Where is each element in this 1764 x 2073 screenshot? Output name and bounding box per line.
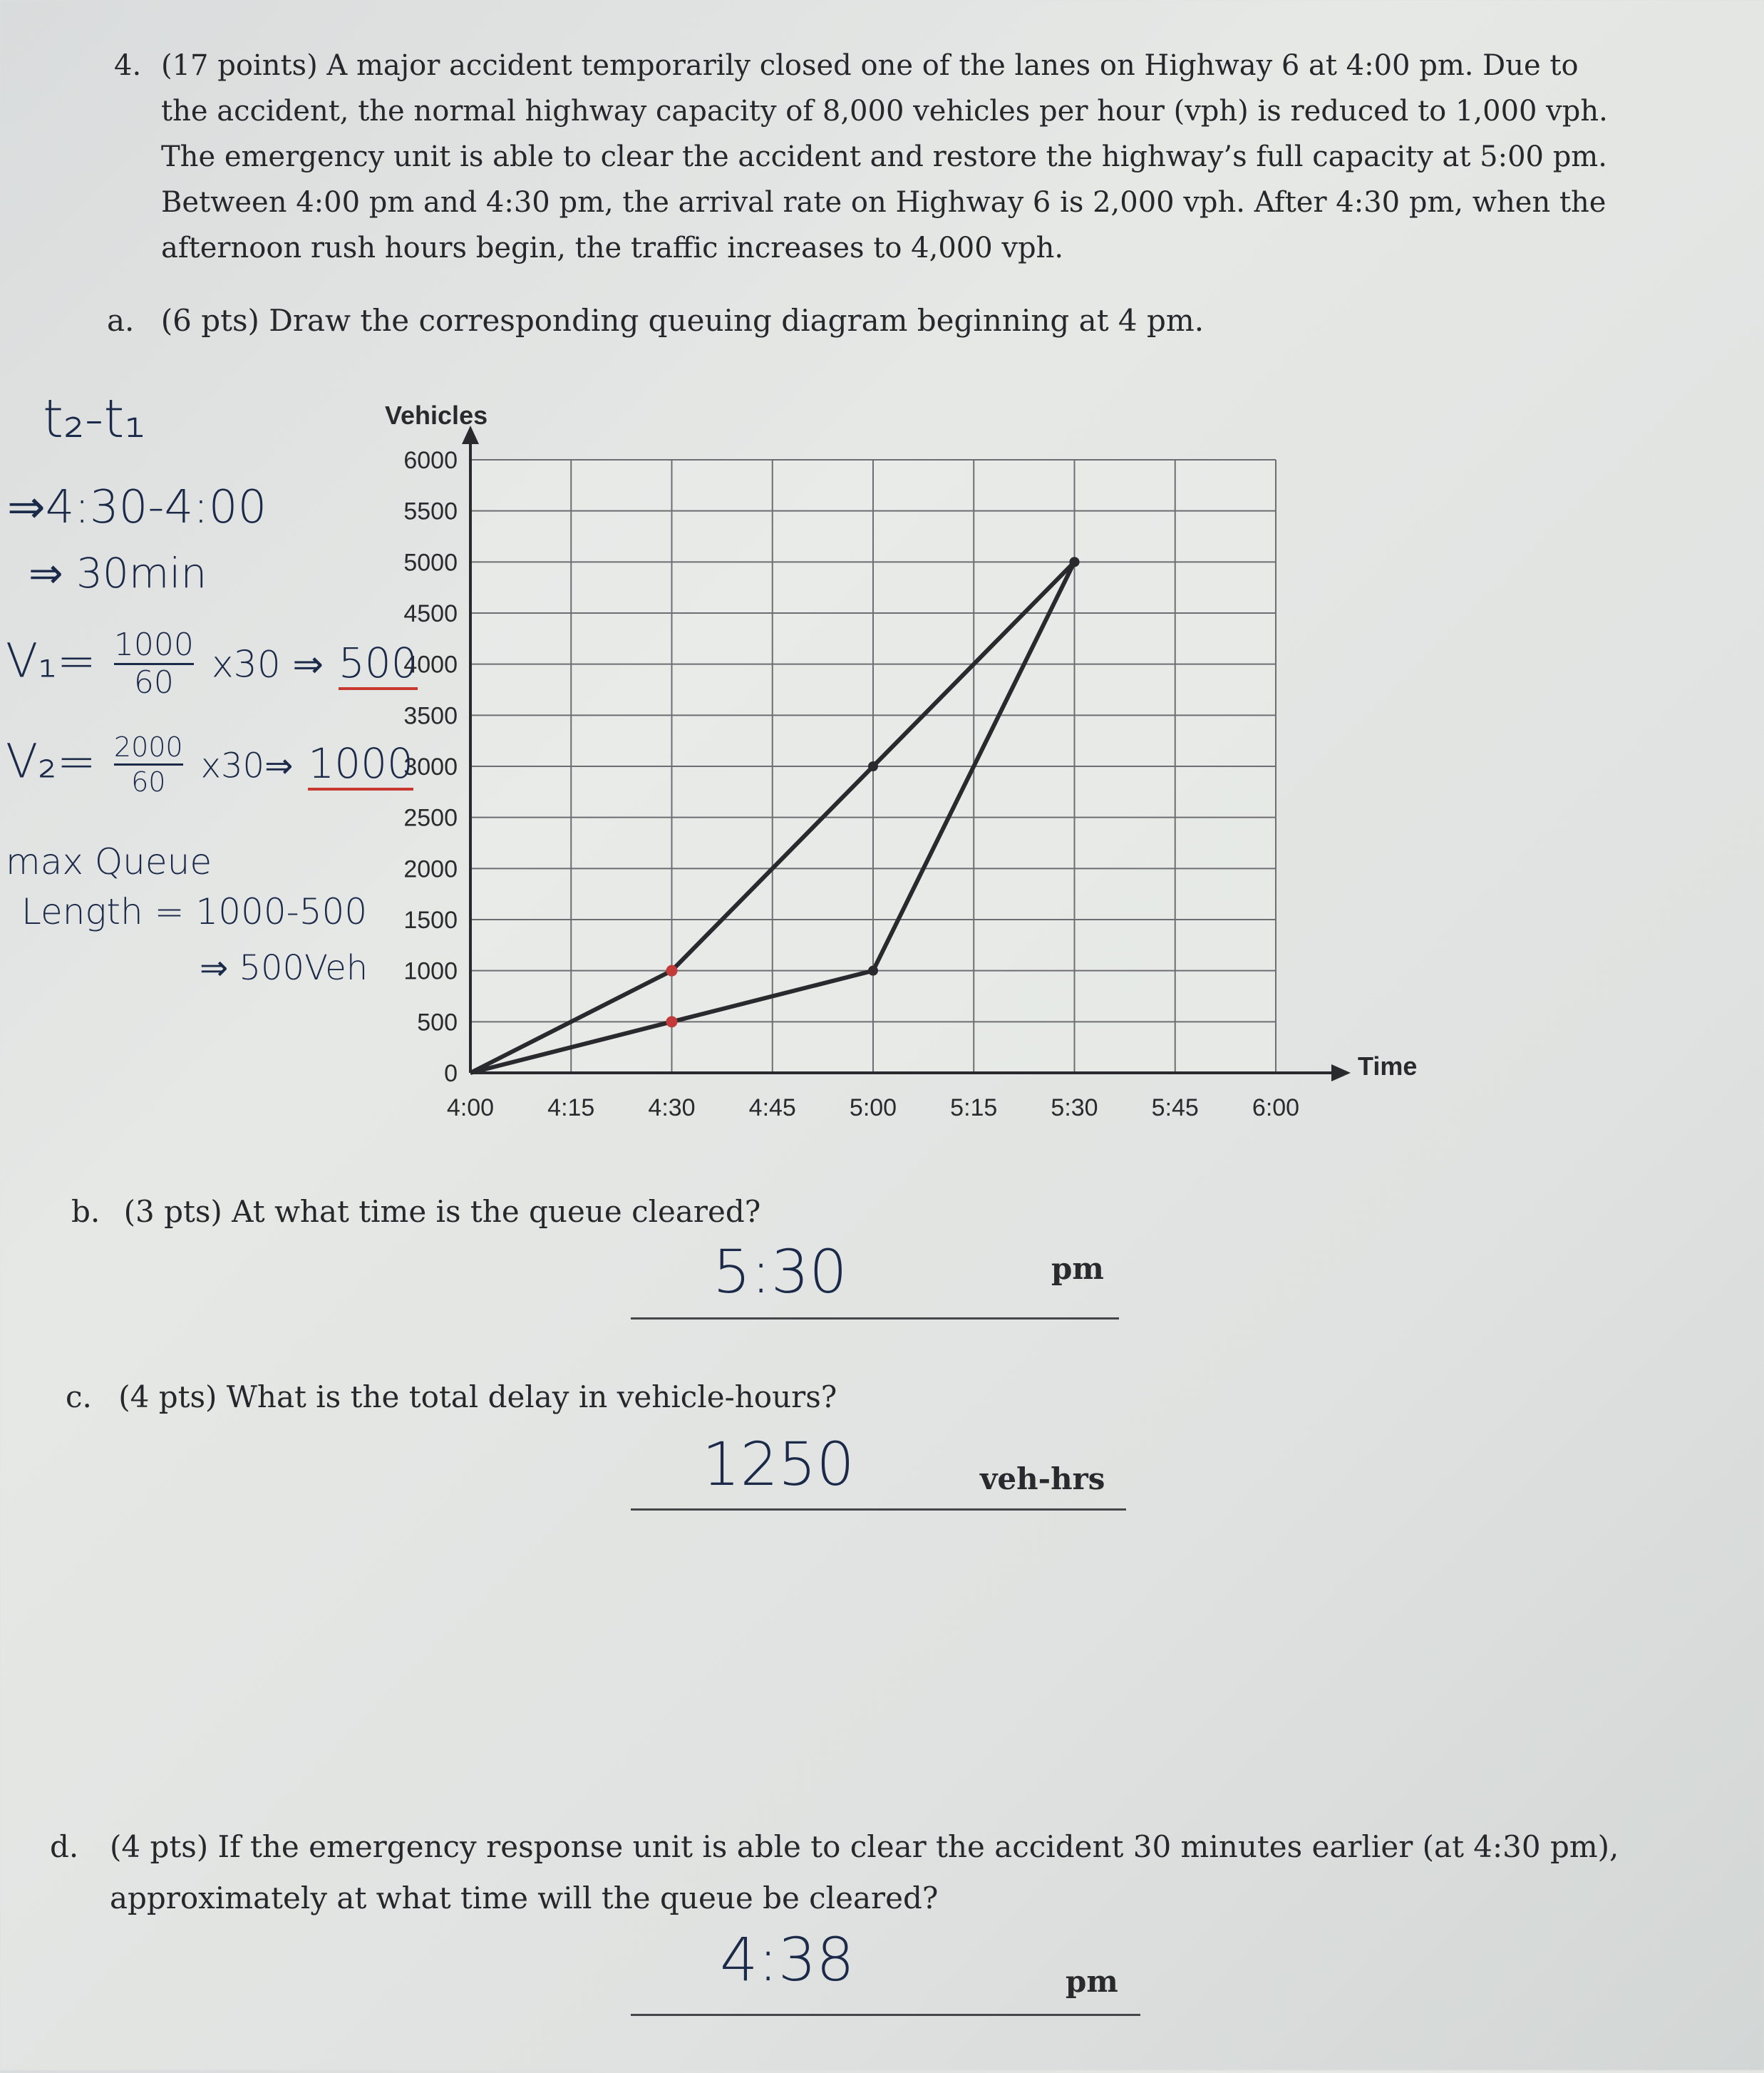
part-d-unit: pm: [1066, 1964, 1118, 1999]
part-d-text: (4 pts) If the emergency response unit is able to clear the accident 30 minutes earlier (at 4:30 pm), approximately at what time will the queue be cleared?: [110, 1829, 1619, 1915]
y-tick-label: 6000: [403, 447, 458, 474]
y-tick-label: 3500: [403, 702, 458, 730]
note-v1-denominator: 60: [133, 664, 174, 701]
y-tick-label: 4500: [403, 600, 458, 627]
note-30min: ⇒ 30min: [29, 549, 207, 597]
x-tick-label: 5:30: [1051, 1094, 1098, 1121]
x-axis-title: Time: [1358, 1051, 1418, 1081]
y-tick-label: 500: [417, 1009, 458, 1036]
x-tick-label: 4:00: [446, 1094, 495, 1121]
part-d-answer: 4:38: [720, 1925, 855, 1995]
x-tick-label: 6:00: [1252, 1094, 1300, 1121]
note-500veh: ⇒ 500Veh: [200, 948, 368, 988]
data-point: [1070, 557, 1080, 567]
data-point: [868, 966, 878, 976]
note-v1-fraction: [114, 627, 194, 701]
y-tick-label: 1000: [403, 957, 458, 985]
x-tick-label: 5:45: [1151, 1094, 1199, 1121]
note-v1-left: V₁=: [6, 633, 96, 689]
question-text: (17 points) A major accident temporarily closed one of the lanes on Highway 6 at 4:00 pm. Due to the accident, the normal highway capacity of 8,000 vehicles per hour (vph) is reduced to 1,000 vph. The emergency unit is able to clear the accident and restore the highway’s full capacity at 5:00 pm. Between 4:00 pm and 4:30 pm, the arrival rate on Highway 6 is 2,000 vph. After 4:30 pm, when the afternoon rush hours begin, the traffic increases to 4,000 vph.: [161, 49, 1608, 264]
part-d: [50, 1821, 1718, 1924]
part-a-label: a.: [107, 303, 135, 338]
data-point: [666, 965, 678, 977]
note-v1-numerator: 1000: [114, 627, 194, 665]
x-tick-label: 5:00: [849, 1094, 897, 1121]
part-c-answer-line: [631, 1508, 1126, 1511]
note-time-difference: ⇒4:30-4:00: [7, 481, 267, 534]
part-d-label: d.: [50, 1829, 79, 1864]
note-v2-fraction: [114, 731, 183, 798]
y-tick-label: 0: [444, 1060, 458, 1087]
part-b: [71, 1194, 1283, 1229]
y-tick-label: 2500: [403, 804, 458, 832]
y-tick-label: 1500: [403, 907, 458, 934]
note-v1-result: 500: [339, 639, 418, 690]
y-axis-title: Vehicles: [385, 401, 488, 430]
y-tick-label: 5500: [403, 498, 458, 525]
part-b-label: b.: [71, 1194, 100, 1229]
part-c-label: c.: [66, 1379, 92, 1414]
y-tick-label: 2000: [403, 855, 458, 883]
x-axis-arrow: [1331, 1064, 1351, 1081]
note-length: Length = 1000-500: [21, 891, 368, 932]
question-number: 4.: [114, 49, 142, 82]
part-b-unit: pm: [1051, 1251, 1104, 1286]
y-tick-label: 3000: [403, 753, 458, 781]
note-v2: [6, 731, 413, 798]
note-t2-t1: t₂-t₁: [43, 389, 146, 450]
x-tick-label: 4:15: [547, 1094, 595, 1121]
y-tick-label: 4000: [403, 651, 458, 679]
part-c-text: (4 pts) What is the total delay in vehicle-hours?: [118, 1379, 837, 1414]
part-d-answer-line: [631, 2014, 1140, 2016]
note-v2-result: 1000: [308, 739, 413, 791]
part-a-text: (6 pts) Draw the corresponding queuing diagram beginning at 4 pm.: [160, 303, 1205, 338]
note-v2-right: x30⇒: [200, 746, 294, 786]
note-max-queue: max Queue: [6, 841, 212, 883]
part-c-unit: veh-hrs: [980, 1461, 1105, 1496]
part-c-answer: 1250: [702, 1429, 855, 1499]
part-c: [66, 1379, 1277, 1414]
x-tick-label: 4:45: [748, 1094, 796, 1121]
part-b-answer-line: [631, 1317, 1119, 1320]
note-v1: [6, 627, 418, 701]
x-tick-label: 5:15: [950, 1094, 998, 1121]
data-point: [868, 761, 878, 771]
note-v2-denominator: 60: [131, 766, 166, 798]
part-b-answer: 5:30: [713, 1237, 847, 1307]
y-tick-label: 5000: [403, 549, 458, 577]
note-v1-right: x30 ⇒: [211, 643, 324, 686]
data-point: [666, 1016, 678, 1027]
x-tick-label: 4:30: [648, 1094, 696, 1121]
note-v2-numerator: 2000: [114, 731, 183, 766]
note-v2-left: V₂=: [6, 734, 96, 789]
part-b-text: (3 pts) At what time is the queue cleared?: [123, 1194, 761, 1229]
